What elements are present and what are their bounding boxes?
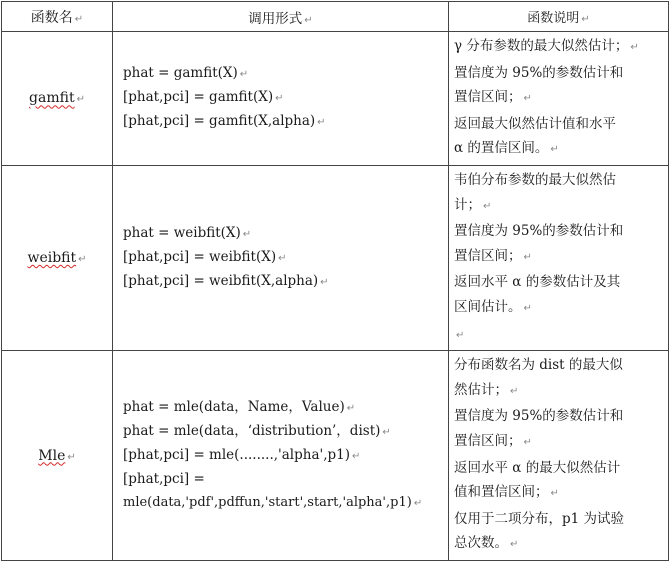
description-cell	[449, 32, 669, 166]
code-line: phat = weibfit(X) ↵	[123, 225, 252, 242]
code-line: phat = mle(data，Name，Value) ↵	[123, 399, 356, 415]
desc-line: 置信度为 95%的参数估计和	[454, 64, 624, 81]
desc-line: γ 分布参数的最大似然估计； ↵	[454, 38, 639, 54]
description-cell	[449, 165, 669, 350]
code-line: [phat,pci] = gamfit(X) ↵	[123, 89, 284, 106]
function-name-cell: weibfit ↵	[2, 165, 113, 350]
desc-line: 计； ↵	[454, 196, 492, 213]
header-function-name: 函数名 ↵	[2, 2, 113, 32]
header-row	[2, 2, 669, 32]
desc-line: 然估计； ↵	[454, 381, 519, 398]
table-row	[2, 165, 669, 350]
code-line: phat = mle(data，‘distribution’，dist) ↵	[123, 423, 391, 439]
desc-line: 置信度为 95%的参数估计和	[454, 408, 624, 425]
syntax-cell	[113, 32, 449, 166]
code-line: phat = gamfit(X) ↵	[123, 65, 249, 82]
desc-line: 置信区间； ↵	[454, 432, 532, 449]
description-cell	[449, 351, 669, 561]
syntax-cell	[113, 351, 449, 561]
desc-line: 返回最大似然估计值和水平	[454, 115, 616, 132]
desc-line: 置信区间； ↵	[454, 247, 532, 264]
function-name-cell: Mle ↵	[2, 351, 113, 561]
code-line: [phat,pci] = weibfit(X,alpha) ↵	[123, 273, 329, 290]
desc-line: 置信度为 95%的参数估计和	[454, 223, 624, 240]
desc-line: 返回水平 α 的最大似然估计	[454, 459, 621, 476]
document-page	[1, 1, 669, 552]
desc-line: 仅用于二项分布，p1 为试验	[454, 510, 625, 527]
table-row	[2, 32, 669, 166]
desc-line: 返回水平 α 的参数估计及其	[454, 274, 621, 291]
code-line: [phat,pci] = weibfit(X) ↵	[123, 249, 287, 266]
desc-line: ↵	[456, 329, 465, 341]
desc-line: 总次数。 ↵	[454, 535, 519, 552]
table-row	[2, 351, 669, 561]
code-line: [phat,pci] = mle(........,'alpha',p1) ↵	[123, 447, 361, 463]
function-table	[1, 1, 669, 561]
code-line: [phat,pci] = gamfit(X,alpha) ↵	[123, 113, 326, 130]
desc-line: 值和置信区间； ↵	[454, 484, 559, 501]
syntax-cell	[113, 165, 449, 350]
desc-line: 区间估计。 ↵	[454, 298, 532, 315]
desc-line: 置信区间； ↵	[454, 89, 532, 106]
desc-line: α 的置信区间。 ↵	[454, 140, 559, 157]
function-name-cell: gamfit ↵	[2, 32, 113, 166]
header-call-syntax: 调用形式 ↵	[113, 2, 449, 32]
header-description: 函数说明 ↵	[449, 2, 669, 32]
code-line: [phat,pci] =	[123, 471, 205, 487]
desc-line: 分布函数名为 dist 的最大似	[454, 357, 623, 374]
desc-line: 韦伯分布参数的最大似然估	[454, 171, 616, 188]
code-line: mle(data,'pdf',pdffun,'start',start,'alpha',p1) ↵	[123, 495, 423, 510]
